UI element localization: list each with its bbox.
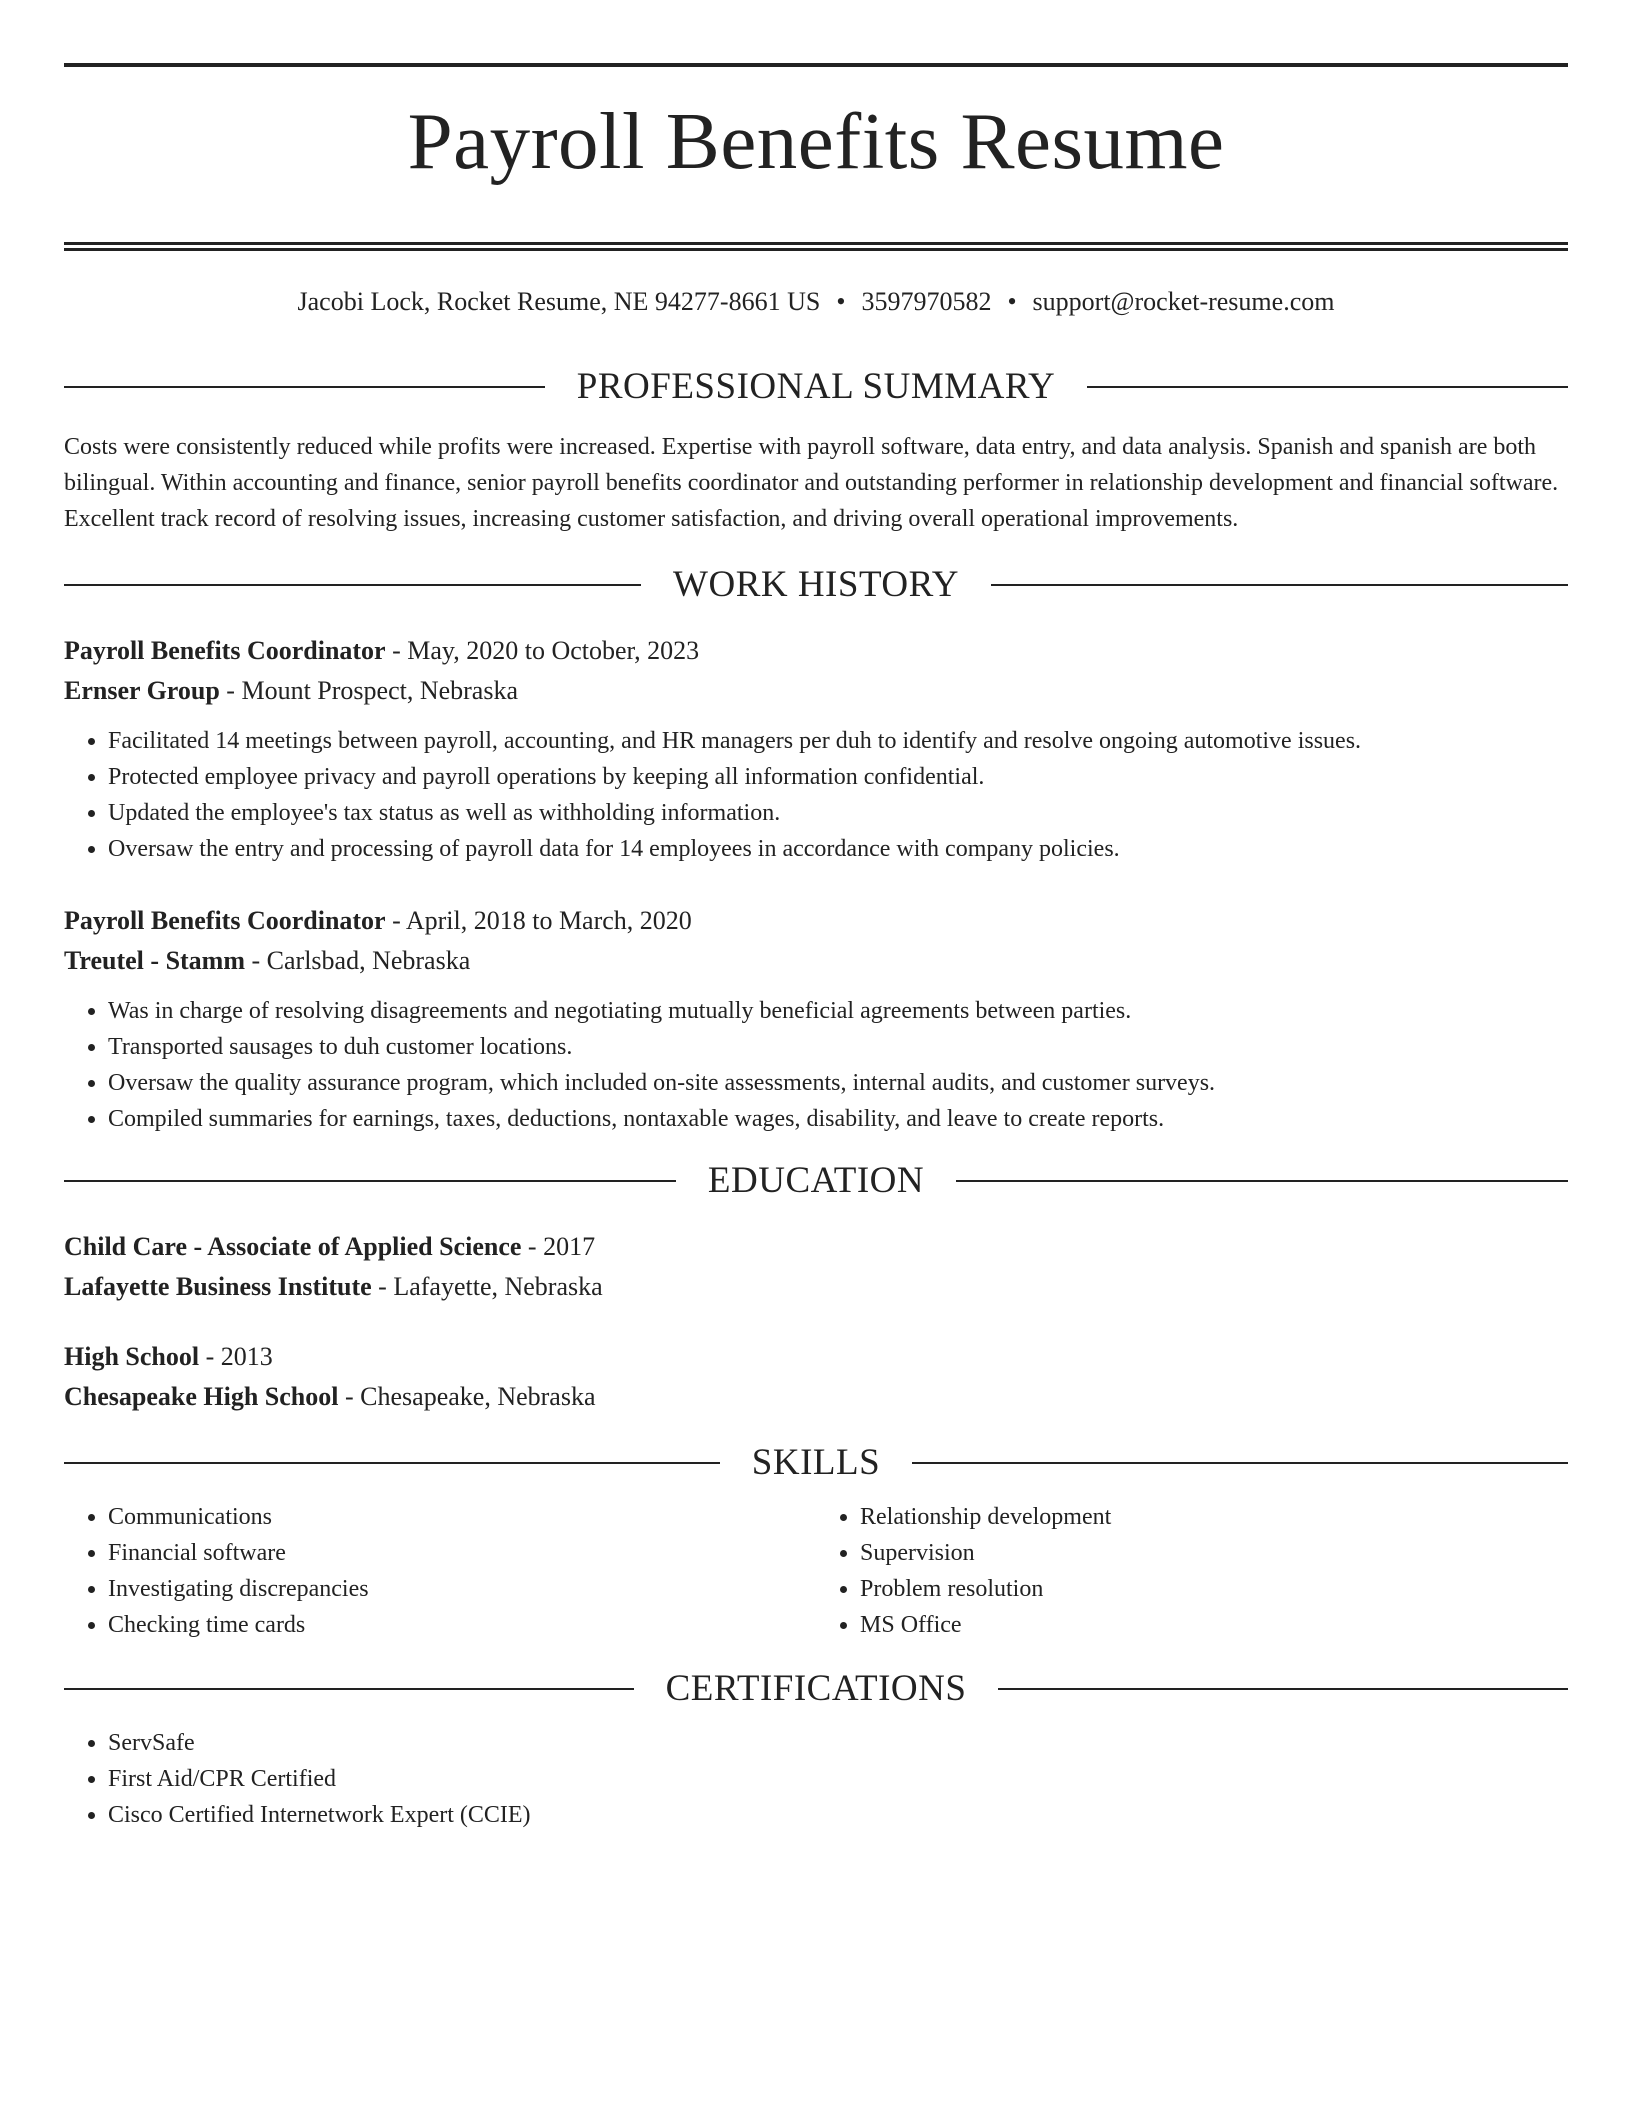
job-location: - Mount Prospect, Nebraska: [219, 676, 519, 705]
school-location: - Lafayette, Nebraska: [371, 1272, 603, 1301]
section-heading-skills: [64, 1441, 1568, 1485]
degree-line: [64, 1227, 1568, 1267]
heading-rule: [956, 1180, 1568, 1182]
degree-year: - 2013: [199, 1342, 273, 1371]
job-company: Ernser Group: [64, 676, 220, 705]
top-rule: [64, 63, 1568, 67]
list-item: • ServSafe: [108, 1725, 1568, 1761]
heading-rule: [64, 1688, 634, 1690]
job-location: - Carlsbad, Nebraska: [245, 946, 471, 975]
certifications-list: [64, 1725, 1568, 1833]
degree: High School: [64, 1342, 200, 1371]
heading-rule: [912, 1462, 1568, 1464]
list-item: • Updated the employee's tax status as well as withholding information.: [108, 795, 1568, 831]
list-item: • Financial software: [108, 1535, 816, 1571]
section-heading-summary: [64, 365, 1568, 409]
section-title: CERTIFICATIONS: [665, 1668, 967, 1709]
list-item: • Cisco Certified Internetwork Expert (CCIE): [108, 1797, 1568, 1833]
job-company-line: [64, 671, 1568, 711]
job-entry: [64, 631, 1568, 867]
school: Lafayette Business Institute: [64, 1272, 372, 1301]
section-heading-work-history: [64, 563, 1568, 607]
degree-year: - 2017: [521, 1232, 596, 1261]
contact-separator: •: [1007, 287, 1017, 316]
list-item: • Facilitated 14 meetings between payroll, accounting, and HR managers per duh to identify and resolve ongoing automotive issues.: [108, 723, 1568, 759]
skills-list-left: [64, 1499, 816, 1643]
job-bullets: [64, 993, 1568, 1137]
heading-rule: [1087, 386, 1568, 388]
heading-rule: [64, 1180, 676, 1182]
job-dates: - April, 2018 to March, 2020: [385, 906, 692, 935]
skills-list-right: [816, 1499, 1568, 1643]
list-item: • Oversaw the entry and processing of payroll data for 14 employees in accordance with company policies.: [108, 831, 1568, 867]
job-entry: [64, 901, 1568, 1137]
degree-line: [64, 1337, 1568, 1377]
list-item: • Communications: [108, 1499, 816, 1535]
list-item: • Transported sausages to duh customer locations.: [108, 1029, 1568, 1065]
heading-rule: [998, 1688, 1568, 1690]
list-item: • Oversaw the quality assurance program, which included on-site assessments, internal audits, and customer surveys.: [108, 1065, 1568, 1101]
job-dates: - May, 2020 to October, 2023: [385, 636, 700, 665]
school-line: [64, 1377, 1568, 1417]
list-item: • Was in charge of resolving disagreements and negotiating mutually beneficial agreements between parties.: [108, 993, 1568, 1029]
job-title: Payroll Benefits Coordinator: [64, 636, 386, 665]
list-item: • Checking time cards: [108, 1607, 816, 1643]
section-heading-certifications: [64, 1667, 1568, 1711]
job-company-line: [64, 941, 1568, 981]
school-location: - Chesapeake, Nebraska: [338, 1382, 596, 1411]
heading-rule: [64, 1462, 720, 1464]
education-entry: [64, 1227, 1568, 1307]
heading-rule: [991, 584, 1568, 586]
list-item: • Protected employee privacy and payroll operations by keeping all information confidential.: [108, 759, 1568, 795]
section-title: EDUCATION: [707, 1160, 925, 1201]
job-title: Payroll Benefits Coordinator: [64, 906, 386, 935]
contact-separator: •: [836, 287, 846, 316]
list-item: • Supervision: [860, 1535, 1568, 1571]
summary-text: Costs were consistently reduced while profits were increased. Expertise with payroll software, data entry, and data analysis. Spanish and spanish are both bilingual. Within accounting and finance, senior payroll benefits coordinator and outstanding performer in relationship development and financial software. Excellent track record of resolving issues, increasing customer satisfaction, and driving overall operational improvements.: [64, 434, 1559, 532]
contact-address: Jacobi Lock, Rocket Resume, NE 94277-8661 US: [297, 287, 821, 316]
contact-phone: 3597970582: [861, 287, 992, 316]
contact-line: [64, 285, 1568, 319]
heading-rule: [64, 584, 641, 586]
section-heading-education: [64, 1159, 1568, 1203]
heading-rule: [64, 386, 545, 388]
job-bullets: [64, 723, 1568, 867]
skills-columns: [64, 1499, 1568, 1643]
job-title-line: [64, 901, 1568, 941]
job-title-line: [64, 631, 1568, 671]
title-double-rule: [64, 242, 1568, 251]
section-title: PROFESSIONAL SUMMARY: [576, 366, 1056, 407]
list-item: • Investigating discrepancies: [108, 1571, 816, 1607]
list-item: • First Aid/CPR Certified: [108, 1761, 1568, 1797]
contact-email: support@rocket-resume.com: [1032, 287, 1335, 316]
job-company: Treutel - Stamm: [64, 946, 245, 975]
resume-title: Payroll Benefits Resume: [407, 96, 1225, 186]
school: Chesapeake High School: [64, 1382, 339, 1411]
education-entry: [64, 1337, 1568, 1417]
school-line: [64, 1267, 1568, 1307]
section-title: WORK HISTORY: [673, 564, 959, 605]
list-item: • Compiled summaries for earnings, taxes, deductions, nontaxable wages, disability, and leave to create reports.: [108, 1101, 1568, 1137]
degree: Child Care - Associate of Applied Science: [64, 1232, 522, 1261]
list-item: • MS Office: [860, 1607, 1568, 1643]
list-item: • Relationship development: [860, 1499, 1568, 1535]
list-item: • Problem resolution: [860, 1571, 1568, 1607]
section-title: SKILLS: [751, 1442, 881, 1483]
